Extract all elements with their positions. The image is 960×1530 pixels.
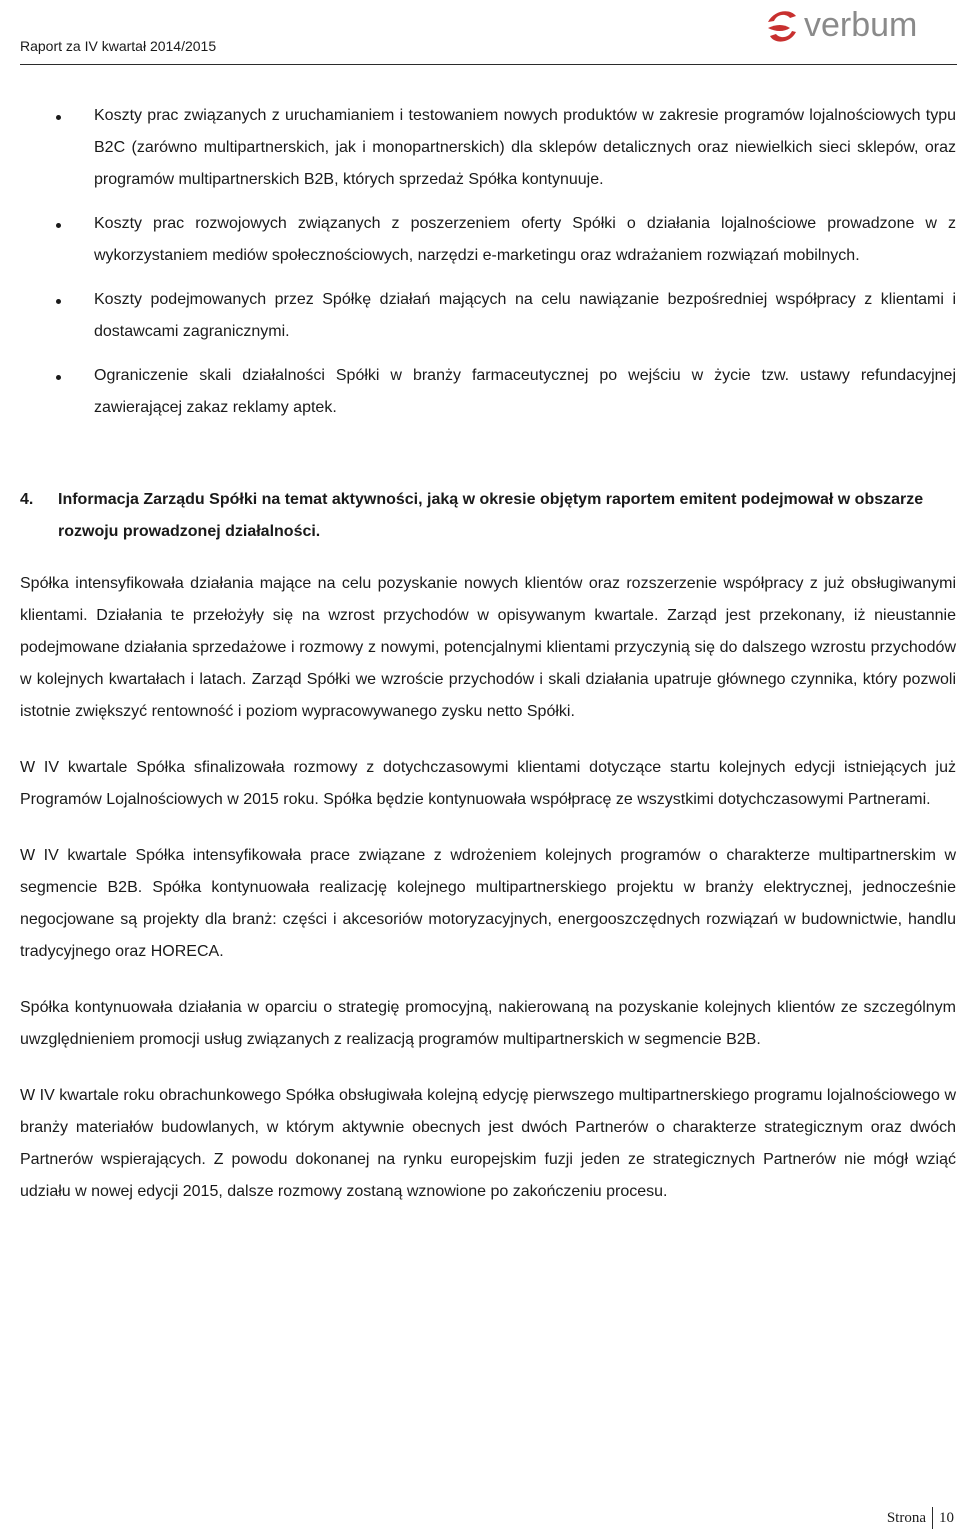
page-label: Strona: [886, 1509, 926, 1526]
page-number: 10: [939, 1509, 954, 1526]
paragraph: Spółka intensyfikowała działania mające na celu pozyskanie nowych klientów oraz rozszerzenie współpracy z już obsługiwanymi klientami. Działania te przełożyły się na wzrost przychodów w opisywanym kwartale. Zarząd jest przekonany, iż nieustannie podejmowane działania sprzedażowe i rozmowy z nowymi, potencjalnymi klientami przyczynią się do dalszego wzrostu przychodów w kolejnych kwartałach i latach. Zarząd Spółki we wzroście przychodów i skali działania upatruje głównego czynnika, który pozwoli istotnie zwiększyć rentowność i poziom wypracowywanego zysku netto Spółki.: [20, 575, 956, 720]
bullet-dot-icon: [56, 375, 61, 380]
bullet-dot-icon: [56, 299, 61, 304]
logo-mark-icon: [768, 11, 796, 41]
header-divider: [20, 64, 957, 65]
paragraph: Spółka kontynuowała działania w oparciu o strategię promocyjną, nakierowaną na pozyskanie kolejnych klientów ze szczególnym uwzględnieniem promocji usług związanych z realizacją programów multipartnerskich w segmencie B2B.: [20, 999, 956, 1048]
bullet-dot-icon: [56, 115, 61, 120]
bullet-item: Ograniczenie skali działalności Spółki w branży farmaceutycznej po wejściu w życie tzw. ustawy refundacyjnej zawierającej zakaz reklamy aptek.: [20, 360, 956, 424]
footer-separator: [932, 1507, 933, 1529]
verbum-logo: [764, 2, 940, 44]
bullet-item: Koszty podejmowanych przez Spółkę działań mających na celu nawiązanie bezpośredniej współpracy z klientami i dostawcami zagranicznymi.: [20, 284, 956, 348]
bullet-item: Koszty prac związanych z uruchamianiem i testowaniem nowych produktów w zakresie programów lojalnościowych typu B2C (zarówno multipartnerskich, jak i monopartnerskich) dla sklepów detalicznych oraz niewielkich sieci sklepów, oraz programów multipartnerskich B2B, których sprzedaż Spółka kontynuuje.: [20, 100, 956, 196]
paragraph: W IV kwartale roku obrachunkowego Spółka obsługiwała kolejną edycję pierwszego multipartnerskiego programu lojalnościowego w branży materiałów budowlanych, w którym aktywnie obecnych jest dwóch Partnerów o charakterze strategicznym oraz dwóch Partnerów wspierających. Z powodu dokonanej na rynku europejskim fuzji jeden ze strategicznych Partnerów nie mógł wziąć udziału w nowej edycji 2015, dalsze rozmowy zostaną wznowione po zakończeniu procesu.: [20, 1087, 956, 1200]
section-number: 4.: [20, 491, 34, 508]
section-heading: [20, 484, 956, 548]
bullet-dot-icon: [56, 223, 61, 228]
logo-wordmark: verbum: [804, 6, 918, 44]
paragraph: W IV kwartale Spółka intensyfikowała prace związane z wdrożeniem kolejnych programów o charakterze multipartnerskim w segmencie B2B. Spółka kontynuowała realizację kolejnego multipartnerskiego projektu w branży elektrycznej, jednocześnie negocjowane są projekty dla branż: części i akcesoriów motoryzacyjnych, energooszczędnych rozwiązań w budownictwie, handlu tradycyjnego oraz HORECA.: [20, 847, 956, 960]
document-body: [20, 100, 956, 1208]
page-footer: [887, 1507, 954, 1529]
cost-bullet-list: [20, 100, 956, 424]
bullet-item: Koszty prac rozwojowych związanych z poszerzeniem oferty Spółki o działania lojalnościowe prowadzone w z wykorzystaniem mediów społecznościowych, narzędzi e-marketingu oraz wdrażaniem rozwiązań mobilnych.: [20, 208, 956, 272]
section-title: Informacja Zarządu Spółki na temat aktywności, jaką w okresie objętym raportem emitent podejmował w obszarze rozwoju prowadzonej działalności.: [58, 491, 924, 540]
report-title: Raport za IV kwartał 2014/2015: [20, 38, 217, 54]
paragraph: W IV kwartale Spółka sfinalizowała rozmowy z dotychczasowymi klientami dotyczące startu kolejnych edycji istniejących już Programów Lojalnościowych w 2015 roku. Spółka będzie kontynuowała współpracę ze wszystkimi dotychczasowymi Partnerami.: [20, 759, 956, 808]
